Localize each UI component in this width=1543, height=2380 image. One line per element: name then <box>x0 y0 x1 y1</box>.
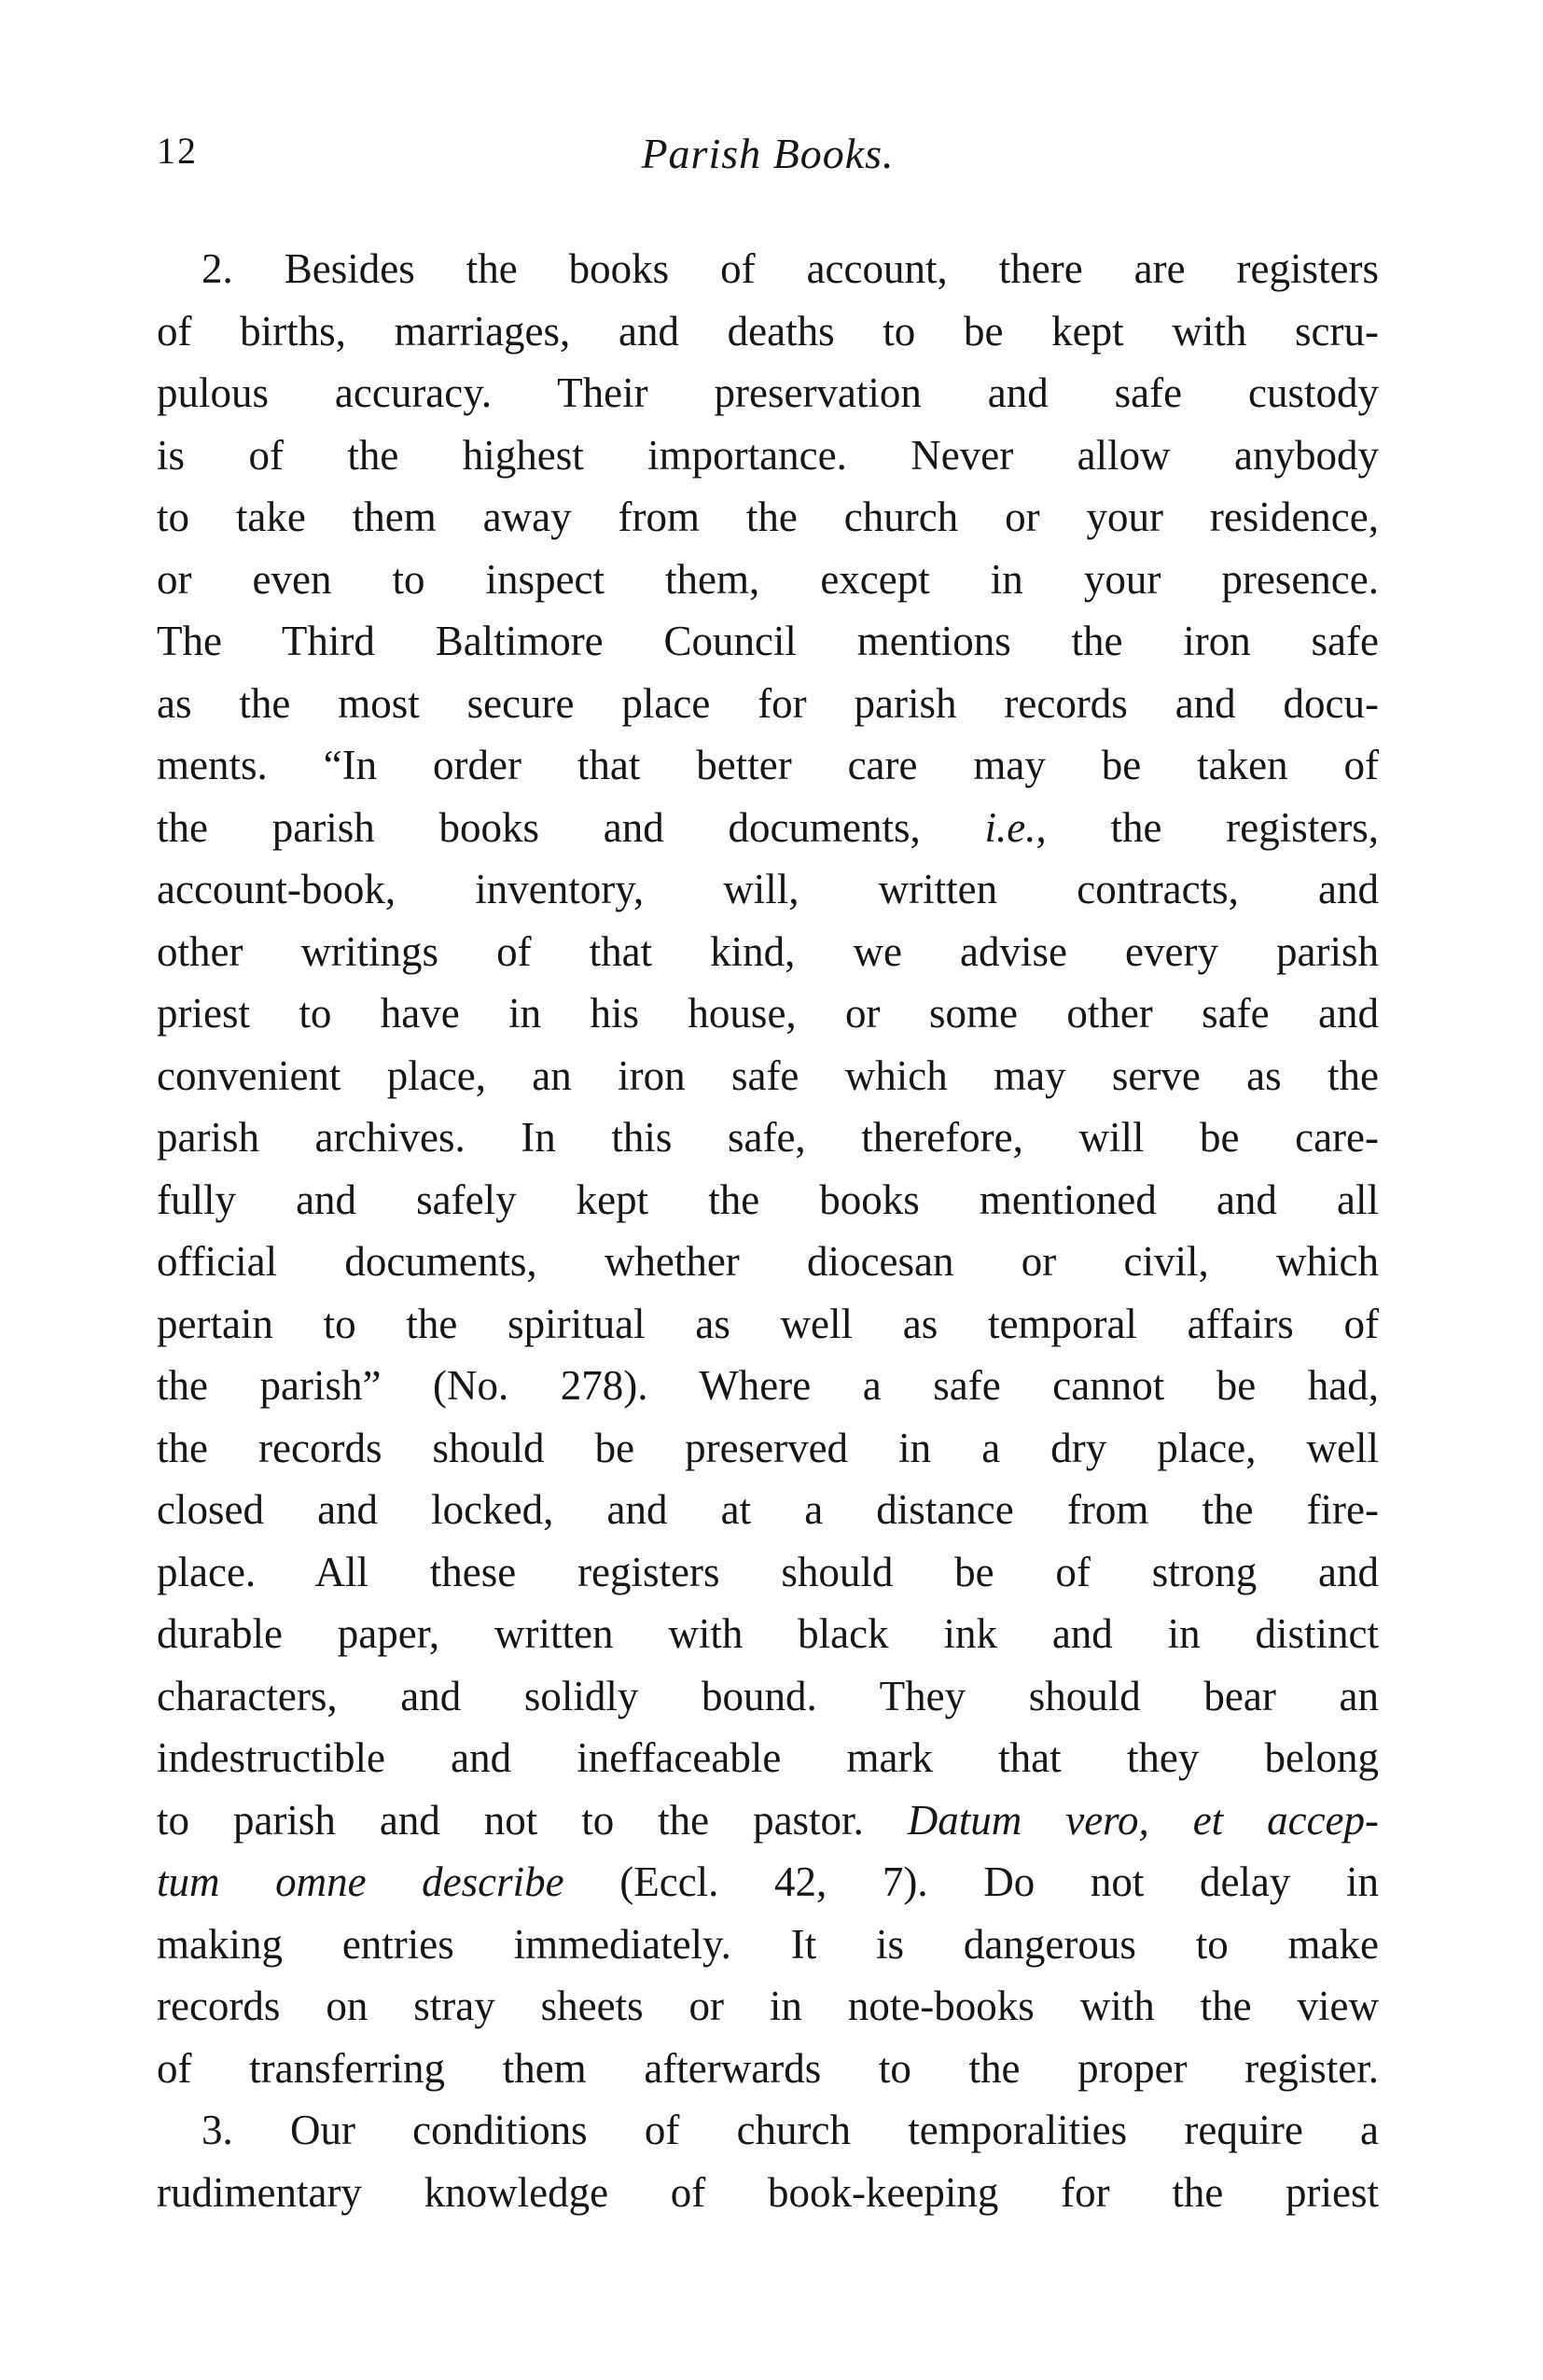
text-line-27 <box>157 1851 1379 1914</box>
text-line-26-latin: Datum vero, et accep- <box>907 1796 1380 1844</box>
text-line-10-part-b: , the registers, <box>1036 803 1380 851</box>
text-line-5: to take them away from the church or your residence, <box>157 494 1379 540</box>
text-line-10 <box>157 797 1379 859</box>
text-line-27-part-b: (Eccl. 42, 7). Do not delay in <box>619 1858 1380 1905</box>
text-line-26-part-a: to parish and not to the pastor. <box>157 1796 864 1844</box>
text-line-25: indestructible and ineffaceable mark that they belong <box>157 1734 1379 1781</box>
text-line-8: as the most secure place for parish records and docu- <box>157 679 1379 727</box>
text-line-7: The Third Baltimore Council mentions the iron safe <box>157 618 1379 664</box>
text-line-11: account-book, inventory, will, written contracts, and <box>157 866 1379 912</box>
text-line-14: convenient place, an iron safe which may serve as the <box>157 1051 1379 1099</box>
text-line-16: fully and safely kept the books mentioned and all <box>157 1176 1379 1223</box>
text-line-1: 2. Besides the books of account, there are registers <box>202 245 1379 292</box>
running-head <box>157 129 1379 185</box>
text-line-12: other writings of that kind, we advise every parish <box>157 927 1379 975</box>
text-line-15: parish archives. In this safe, therefore, will be care- <box>157 1114 1379 1161</box>
text-line-6: or even to inspect them, except in your presence. <box>157 555 1379 603</box>
text-line-10-abbrev: i.e. <box>984 803 1036 851</box>
text-line-20: the records should be preserved in a dry place, well <box>157 1424 1379 1471</box>
page-number: 12 <box>157 130 198 172</box>
text-line-9: ments. “In order that better care may be taken of <box>157 742 1379 788</box>
text-line-22: place. All these registers should be of strong and <box>157 1548 1379 1595</box>
running-title: Parish Books. <box>641 130 895 177</box>
text-line-4: is of the highest importance. Never allow anybody <box>157 431 1379 479</box>
text-line-24: characters, and solidly bound. They should bear an <box>157 1672 1379 1719</box>
text-line-2: of births, marriages, and deaths to be kept with scru- <box>157 307 1379 355</box>
body-text <box>157 238 1379 2223</box>
text-line-13: priest to have in his house, or some other safe and <box>157 990 1379 1037</box>
text-line-17: official documents, whether diocesan or civil, which <box>157 1238 1379 1285</box>
text-line-3: pulous accuracy. Their preservation and safe custody <box>157 369 1379 416</box>
text-line-28: making entries immediately. It is dangerous to make <box>157 1920 1379 1968</box>
text-line-23: durable paper, written with black ink and in distinct <box>157 1610 1379 1657</box>
text-line-32: rudimentary knowledge of book-keeping for the priest <box>157 2168 1379 2216</box>
text-line-29: records on stray sheets or in note-books with the view <box>157 1983 1379 2029</box>
text-line-19: the parish” (No. 278). Where a safe cannot be had, <box>157 1362 1379 1409</box>
text-line-31: 3. Our conditions of church temporalities require a <box>202 2107 1379 2153</box>
text-line-21: closed and locked, and at a distance from the fire- <box>157 1486 1379 1533</box>
text-line-10-part-a: the parish books and documents, <box>157 803 921 851</box>
text-line-30: of transferring them afterwards to the proper register. <box>157 2044 1379 2092</box>
text-line-26 <box>157 1789 1379 1852</box>
text-line-18: pertain to the spiritual as well as temporal affairs of <box>157 1300 1379 1347</box>
text-line-27-latin: tum omne describe <box>157 1858 564 1905</box>
